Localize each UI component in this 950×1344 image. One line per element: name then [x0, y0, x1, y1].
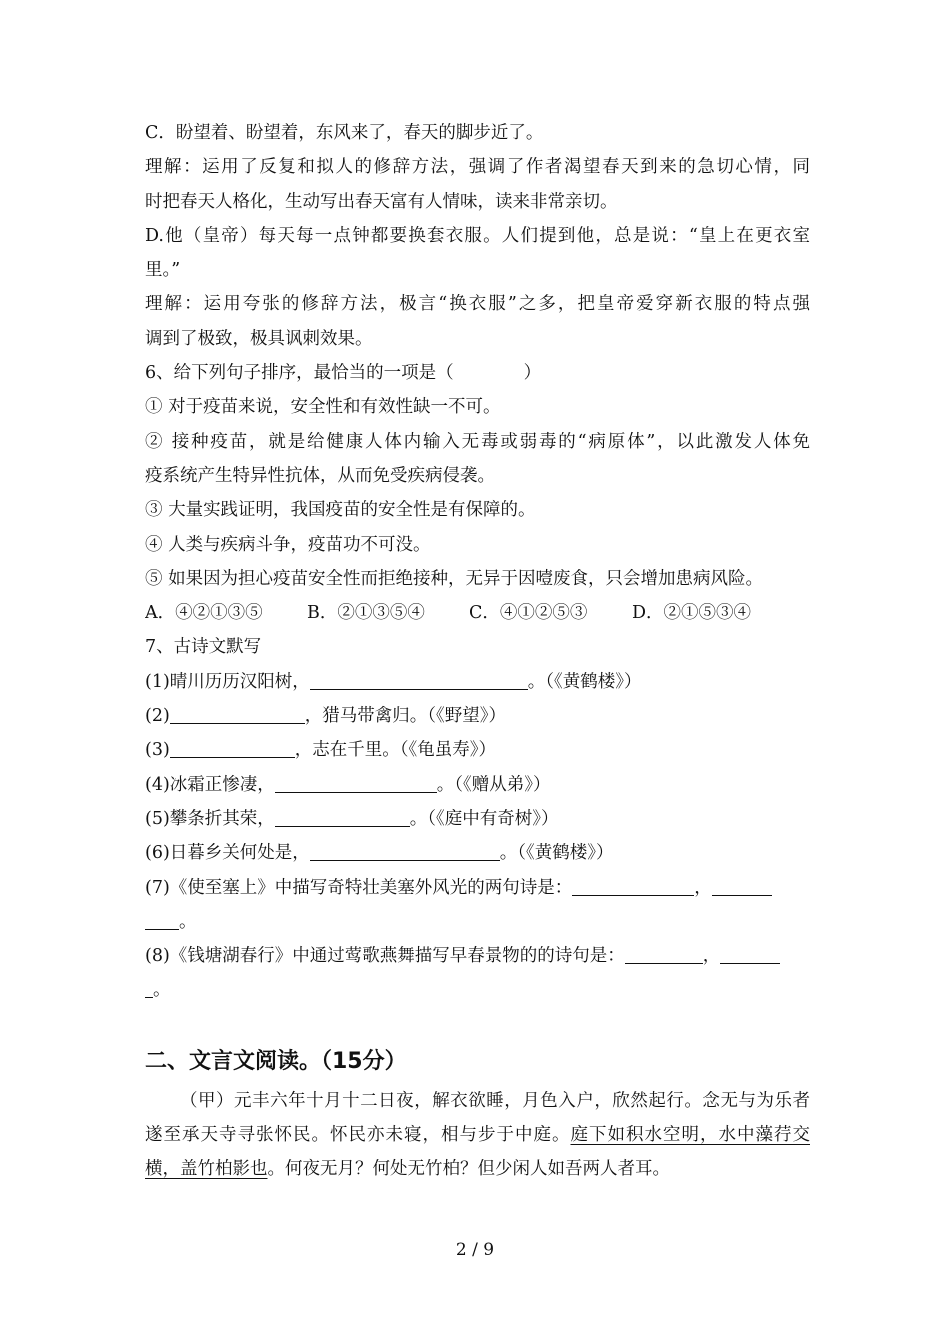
q7-item-1	[145, 665, 810, 699]
q7-item-2	[145, 699, 810, 733]
answer-blank[interactable]	[712, 875, 772, 896]
underlined-sentence-part2: 横，盖竹柏影也	[145, 1159, 268, 1180]
answer-blank[interactable]	[170, 703, 305, 724]
q7-item-3-text: ，志在千里。（《龟虽寿》）	[294, 740, 497, 761]
q7-item-7-text: (7)《使至塞上》中描写奇特壮美塞外风光的两句诗是：	[145, 877, 573, 898]
passage-line-2	[145, 1118, 810, 1152]
q6-sentence-2-line1: ② 接种疫苗，就是给健康人体内输入无毒或弱毒的“病原体”，以此激发人体免	[145, 431, 810, 452]
answer-blank[interactable]	[170, 737, 295, 758]
q6-sentence-2-line2: 疫系统产生特异性抗体，从而免受疾病侵袭。	[145, 465, 495, 486]
q7-item-4-source: 。（《赠从弟》）	[436, 774, 551, 795]
q7-item-1-source: 。（《黄鹤楼》）	[527, 671, 642, 692]
q7-item-4-text: (4)冰霜正惨凄，	[145, 774, 275, 795]
q7-item-5-text: (5)攀条折其荣，	[145, 808, 275, 829]
answer-blank[interactable]	[310, 669, 528, 690]
q6-option-a: A．④②①③⑤	[145, 603, 263, 624]
q7-item-3-number: (3)	[145, 740, 170, 761]
q7-item-8-line1	[145, 939, 810, 973]
answer-blank[interactable]	[145, 909, 179, 930]
option-c-sentence: C．盼望着、盼望着，东风来了，春天的脚步近了。	[145, 123, 544, 143]
q7-item-1-text: (1)晴川历历汉阳树，	[145, 671, 310, 692]
passage-line-3-text: 。何夜无月？何处无竹柏？但少闲人如吾两人者耳。	[267, 1159, 670, 1180]
q7-item-7-comma: ，	[694, 877, 712, 898]
q7-item-5	[145, 802, 810, 836]
q7-item-8-line2	[145, 973, 810, 1007]
passage-line-1: （甲）元丰六年十月十二日夜，解衣欲睡，月色入户，欣然起行。念无与为乐者	[180, 1090, 810, 1111]
passage-line-3	[145, 1152, 810, 1186]
q7-item-7-line1	[145, 871, 810, 905]
q6-sentence-5: ⑤ 如果因为担心疫苗安全性而拒绝接种，无异于因噎废食，只会增加患病风险。	[145, 568, 764, 589]
q7-item-4	[145, 768, 810, 802]
q7-item-7-end: 。	[179, 911, 197, 932]
question-7-title: 7、古诗文默写	[145, 637, 262, 658]
underlined-sentence-part1: 庭下如积水空明，水中藻荇交	[570, 1125, 810, 1146]
q6-option-d: D．②①⑤③④	[632, 603, 752, 624]
q7-item-6-text: (6)日暮乡关何处是，	[145, 843, 310, 864]
page-content	[145, 116, 810, 1187]
question-6-prompt: 6、给下列句子排序，最恰当的一项是（ ）	[145, 363, 542, 384]
q6-option-c: C．④①②⑤③	[469, 603, 588, 624]
q7-item-8-end: 。	[153, 980, 171, 1001]
q7-item-2-text: ，猎马带禽归。（《野望》）	[304, 706, 507, 727]
answer-blank[interactable]	[720, 943, 780, 964]
q6-sentence-3: ③ 大量实践证明，我国疫苗的安全性是有保障的。	[145, 500, 536, 521]
q6-options	[145, 596, 810, 630]
option-c-analysis-line2: 时把春天人格化，生动写出春天富有人情味，读来非常亲切。	[145, 191, 618, 212]
answer-blank[interactable]	[275, 772, 437, 793]
answer-blank[interactable]	[310, 840, 500, 861]
answer-blank[interactable]	[145, 977, 153, 998]
q7-item-3	[145, 733, 810, 767]
q7-item-7-line2	[145, 905, 810, 939]
option-c-analysis-line1: 理解：运用了反复和拟人的修辞方法，强调了作者渴望春天到来的急切心情，同	[145, 157, 810, 178]
section-2-heading: 二、文言文阅读。（15分）	[145, 1048, 407, 1074]
passage-line-2-text: 遂至承天寺寻张怀民。怀民亦未寝，相与步于中庭。	[145, 1125, 571, 1146]
option-d-sentence-line2: 里。”	[145, 260, 181, 281]
q7-item-5-source: 。（《庭中有奇树》）	[409, 808, 559, 829]
q7-item-8-comma: ，	[702, 946, 721, 967]
option-d-analysis-line1: 理解：运用夸张的修辞方法，极言“换衣服”之多，把皇帝爱穿新衣服的特点强	[145, 294, 810, 315]
section-spacer	[145, 1008, 810, 1042]
option-d-sentence-line1: D.他（皇帝）每天每一点钟都要换套衣服。人们提到他，总是说：“皇上在更衣室	[145, 225, 810, 246]
answer-blank[interactable]	[572, 875, 694, 896]
q6-sentence-1: ① 对于疫苗来说，安全性和有效性缺一不可。	[145, 397, 501, 418]
q7-item-8-text: (8)《钱塘湖春行》中通过莺歌燕舞描写早春景物的的诗句是：	[145, 946, 625, 967]
page-number: 2 / 9	[455, 1240, 495, 1260]
option-d-analysis-line2: 调到了极致，极具讽刺效果。	[145, 328, 373, 349]
q7-item-6-source: 。（《黄鹤楼》）	[499, 843, 614, 864]
q7-item-6	[145, 836, 810, 870]
q6-sentence-4: ④ 人类与疾病斗争，疫苗功不可没。	[145, 534, 431, 555]
q7-item-2-number: (2)	[145, 706, 170, 727]
q6-option-b: B．②①③⑤④	[307, 603, 425, 624]
answer-blank[interactable]	[275, 806, 410, 827]
answer-blank[interactable]	[625, 943, 703, 964]
